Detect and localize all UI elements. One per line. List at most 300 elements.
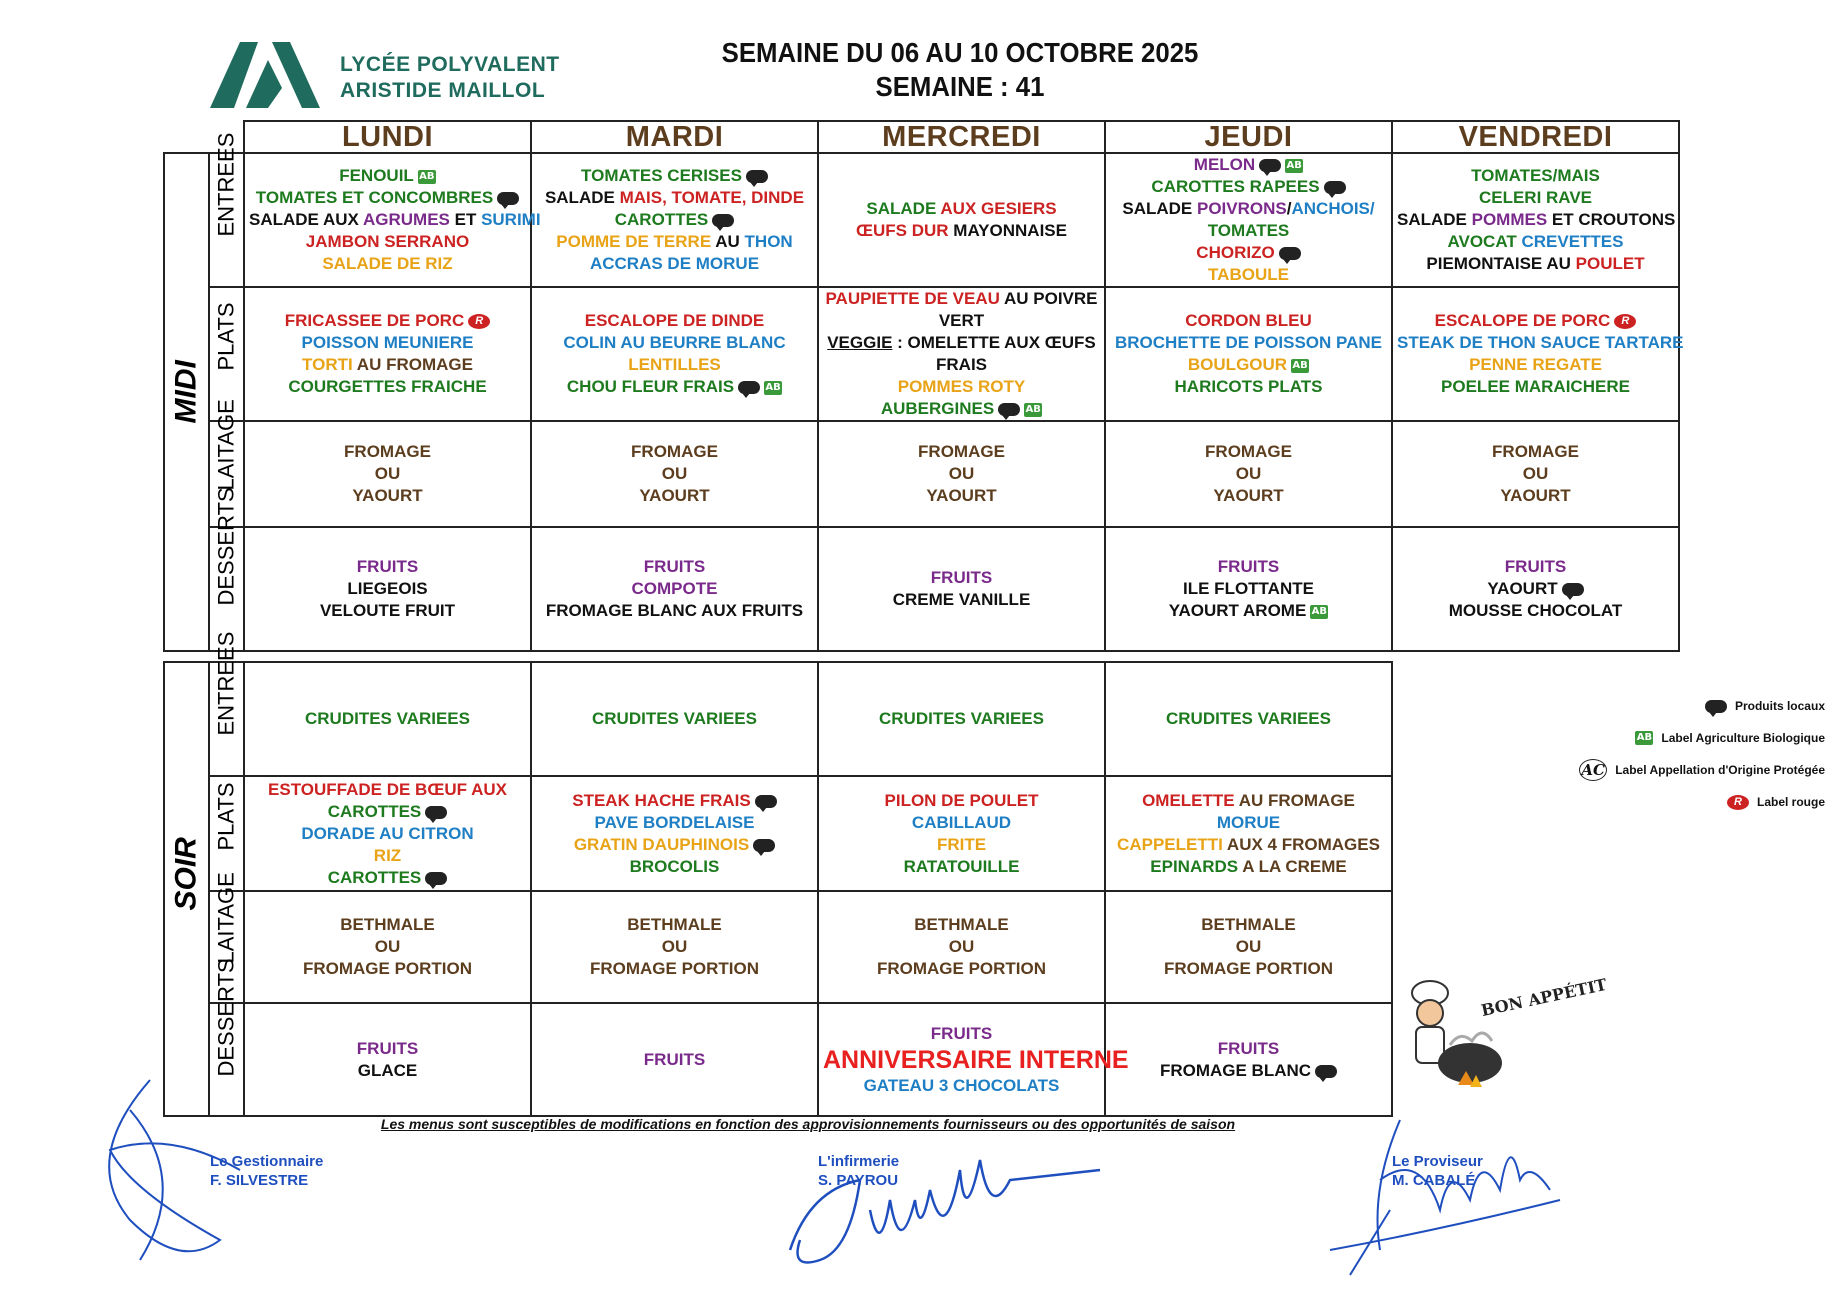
dish-text: SALADE <box>1397 210 1472 229</box>
dish-text: FRICASSEE DE PORC <box>284 311 465 330</box>
legend-label: Label rouge <box>1756 795 1825 809</box>
dish-text: ŒUFS DUR <box>856 221 949 240</box>
dish-line <box>536 812 813 834</box>
dish-line <box>1397 578 1674 600</box>
dish-text: PIEMONTAISE AU <box>1426 254 1576 273</box>
dish-text: FRUITS <box>643 557 706 576</box>
menu-cell <box>1105 527 1392 651</box>
dish-text: OU <box>948 464 975 483</box>
dish-line <box>1397 310 1674 332</box>
dish-text: MOUSSE CHOCOLAT <box>1448 601 1623 620</box>
dish-text: CRUDITES VARIEES <box>879 709 1044 728</box>
dish-text: LENTILLES <box>628 355 721 374</box>
dish-text: OU <box>948 937 975 956</box>
dish-text: VEGGIE <box>827 333 893 352</box>
dish-line <box>823 463 1100 485</box>
dish-line <box>823 958 1100 980</box>
dish-text: OU <box>374 937 401 956</box>
dish-line <box>536 165 813 187</box>
legend-item-aoc <box>1555 754 1825 786</box>
dish-text: VELOUTE FRUIT <box>319 601 456 620</box>
dish-text: FROMAGE PORTION <box>876 959 1047 978</box>
dish-text: ET CROUTONS <box>1547 210 1676 229</box>
dish-text: CREVETTES <box>1521 232 1624 251</box>
dish-line <box>249 253 526 275</box>
dish-line <box>536 209 813 231</box>
dish-line <box>823 589 1100 611</box>
dish-text: GATEAU 3 CHOCOLATS <box>863 1075 1060 1095</box>
dish-text: CHOU FLEUR FRAIS <box>566 377 735 396</box>
menu-cell <box>1105 776 1392 891</box>
dish-line <box>536 708 813 730</box>
dish-text: BROCHETTE DE POISSON PANE <box>1115 333 1382 352</box>
dish-text: TOMATES <box>1207 221 1290 240</box>
dish-text: CAPPELETTI <box>1117 834 1223 854</box>
dish-text: OU <box>1235 937 1262 956</box>
dish-text: CRUDITES VARIEES <box>305 709 470 728</box>
dish-line <box>1397 600 1674 622</box>
dish-line <box>1110 463 1387 485</box>
menu-cell <box>531 421 818 527</box>
dish-text: FENOUIL <box>339 166 414 185</box>
dish-line <box>249 165 526 187</box>
local-products-bubble-icon <box>1279 247 1301 260</box>
dish-line <box>823 1023 1100 1045</box>
dish-text: SALADE <box>866 199 941 218</box>
dish-line <box>249 1038 526 1060</box>
dish-line <box>1110 914 1387 936</box>
dish-text: ESTOUFFADE DE BŒUF AUX <box>268 779 507 799</box>
dish-text: FROMAGE <box>918 442 1005 461</box>
dish-text: CRUDITES VARIEES <box>592 709 757 728</box>
dish-text: BETHMALE <box>627 915 722 934</box>
dish-line <box>1110 600 1387 622</box>
dish-text: OMELETTE <box>1142 790 1235 810</box>
dish-line <box>823 310 1100 332</box>
dish-line <box>536 556 813 578</box>
dish-text: A LA CREME <box>1238 856 1347 876</box>
dish-text: PILON DE POULET <box>884 790 1039 810</box>
dish-line <box>249 914 526 936</box>
dish-text: CAROTTES <box>614 210 709 229</box>
menu-cell <box>1105 153 1392 287</box>
dish-line <box>1110 708 1387 730</box>
dish-text: BETHMALE <box>914 915 1009 934</box>
dish-text: FRAIS <box>936 355 987 374</box>
day-header-jeudi: JEUDI <box>1105 121 1392 153</box>
dish-text: GLACE <box>357 1060 418 1080</box>
dish-text: COURGETTES FRAICHE <box>288 377 487 396</box>
dish-line <box>823 1045 1129 1075</box>
dish-text: POIVRONS <box>1197 199 1287 218</box>
dish-line <box>823 936 1100 958</box>
school-name-line1: LYCÉE POLYVALENT <box>340 53 560 76</box>
dish-text: CHORIZO <box>1196 243 1275 262</box>
category-label-laitage: LAITAGE <box>209 421 244 527</box>
soir-row-desserts <box>164 1003 1392 1116</box>
dish-line <box>823 398 1100 420</box>
menu-cell <box>244 527 531 651</box>
dish-text: TORTI <box>302 355 353 374</box>
dish-line <box>249 708 526 730</box>
local-products-bubble-icon <box>497 192 519 205</box>
signature-infirmerie <box>780 1130 1110 1280</box>
dish-line <box>536 1049 813 1071</box>
dish-line <box>249 332 526 354</box>
dish-text: THON <box>744 232 793 251</box>
dish-text: AVOCAT <box>1447 232 1522 251</box>
dish-line <box>536 834 813 856</box>
dish-text: POULET <box>1575 254 1645 273</box>
organic-ab-icon: AB <box>419 170 435 182</box>
dish-text: CABILLAUD <box>911 812 1012 832</box>
dish-text: MELON <box>1193 155 1256 174</box>
dish-line <box>1397 332 1684 354</box>
dish-text: OU <box>1235 464 1262 483</box>
dish-text: FRITE <box>936 834 987 854</box>
dish-text: FROMAGE <box>1205 442 1292 461</box>
dish-text: OU <box>661 464 688 483</box>
dish-text: AU FROMAGE <box>1234 790 1355 810</box>
service-label-midi: MIDI <box>164 153 209 651</box>
dish-line <box>1397 231 1674 253</box>
dish-text: TOMATES ET CONCOMBRES <box>255 188 494 207</box>
menu-cell <box>1105 287 1392 421</box>
signatory-role: Le Gestionnaire <box>210 1153 324 1170</box>
signatory-name: S. PAYROU <box>818 1172 899 1189</box>
dish-text: TABOULE <box>1208 265 1289 284</box>
organic-ab-icon: AB <box>765 381 781 393</box>
dish-text: CAROTTES <box>327 801 422 821</box>
dish-text: / <box>1286 199 1292 218</box>
menu-cell <box>1105 421 1392 527</box>
dish-text: SALADE <box>544 188 620 207</box>
dish-text: STEAK DE THON SAUCE TARTARE <box>1397 333 1684 352</box>
dish-line <box>823 354 1100 376</box>
local-products-bubble-icon <box>998 403 1020 416</box>
dish-text: YAOURT <box>1213 486 1284 505</box>
dish-text: FROMAGE PORTION <box>589 959 760 978</box>
dish-line <box>1110 1038 1387 1060</box>
local-products-bubble-icon <box>1315 1065 1337 1078</box>
local-products-bubble-icon <box>1562 583 1584 596</box>
dish-line <box>536 376 813 398</box>
organic-ab-icon: AB <box>1286 159 1302 171</box>
local-products-bubble-icon <box>738 381 760 394</box>
dish-text: AUX 4 FROMAGES <box>1222 834 1380 854</box>
dish-text: CELERI RAVE <box>1478 188 1593 207</box>
dish-line <box>1397 556 1674 578</box>
dish-line <box>536 441 813 463</box>
menu-cell <box>1392 527 1679 651</box>
chef-illustration <box>1400 975 1520 1095</box>
dish-line <box>1397 463 1674 485</box>
dish-line <box>249 441 526 463</box>
dish-text: BOULGOUR <box>1187 355 1288 374</box>
menu-cell <box>531 287 818 421</box>
menu-cell <box>531 527 818 651</box>
dish-line <box>823 856 1100 878</box>
menu-cell <box>244 421 531 527</box>
legend-item-local <box>1555 690 1825 722</box>
dish-line <box>249 1060 526 1082</box>
dish-text: EPINARDS <box>1150 856 1239 876</box>
local-products-bubble-icon <box>712 214 734 227</box>
dish-line <box>823 834 1100 856</box>
dish-line <box>1110 242 1387 264</box>
dish-text: COLIN AU BEURRE BLANC <box>563 333 786 352</box>
dish-line <box>249 867 526 889</box>
legend <box>1555 690 1825 818</box>
dish-line <box>249 845 526 867</box>
dish-line <box>823 567 1100 589</box>
dish-text: LIEGEOIS <box>347 579 428 598</box>
menu-cell <box>1105 891 1392 1003</box>
signature-gestionnaire <box>90 1070 290 1270</box>
dish-text: FRUITS <box>1217 557 1280 576</box>
dish-line <box>536 332 813 354</box>
category-label-desserts: DESSERTS <box>209 1003 244 1116</box>
dish-line <box>1110 198 1387 220</box>
menu-cell <box>244 153 541 287</box>
local-products-bubble-icon <box>753 839 775 852</box>
soir-menu-table <box>163 631 1393 1117</box>
dish-text: FROMAGE PORTION <box>1163 959 1334 978</box>
dish-text: AUX GESIERS <box>940 199 1057 218</box>
dish-line <box>823 376 1100 398</box>
midi-row-entrees <box>164 153 1679 287</box>
dish-line <box>1110 812 1387 834</box>
dish-text: POMMES <box>1471 210 1548 229</box>
dish-line <box>536 600 813 622</box>
dish-line <box>1110 310 1387 332</box>
dish-text: FRUITS <box>1217 1038 1280 1058</box>
dish-text: HARICOTS PLATS <box>1174 377 1323 396</box>
soir-row-laitage <box>164 891 1392 1003</box>
dish-line <box>249 600 526 622</box>
dish-line <box>249 556 526 578</box>
dish-text: MAIS, TOMATE, DINDE <box>619 188 805 207</box>
dish-text: YAOURT <box>1500 486 1571 505</box>
menu-header <box>629 36 1291 104</box>
menu-cell <box>818 891 1105 1003</box>
service-label-soir: SOIR <box>164 662 209 1116</box>
dish-text: SALADE <box>1122 199 1197 218</box>
midi-menu-table <box>163 120 1684 652</box>
dish-line <box>536 253 813 275</box>
day-header-mardi: MARDI <box>531 121 818 153</box>
dish-line <box>1397 253 1674 275</box>
dish-line <box>823 790 1100 812</box>
dish-line <box>249 958 526 980</box>
dish-text: OU <box>661 937 688 956</box>
dish-text: CRUDITES VARIEES <box>1166 709 1331 728</box>
dish-line <box>249 463 526 485</box>
dish-text: OU <box>374 464 401 483</box>
dish-text: FROMAGE <box>344 442 431 461</box>
dish-text: POISSON MEUNIERE <box>301 333 474 352</box>
dish-line <box>249 801 526 823</box>
dish-line <box>249 578 526 600</box>
dish-line <box>823 914 1100 936</box>
disclaimer-note: Les menus sont susceptibles de modifications en fonction des approvisionnements fournisseurs ou des opportunités de saison <box>380 1116 1236 1132</box>
dish-line <box>249 231 526 253</box>
dish-text: TOMATES CERISES <box>581 166 742 185</box>
dish-text: POMME DE TERRE <box>556 232 712 251</box>
bon-appetit-text: BON APPÉTIT <box>1479 974 1609 1021</box>
menu-cell <box>531 891 818 1003</box>
dish-line <box>823 485 1100 507</box>
dish-line <box>823 708 1100 730</box>
dish-line <box>1110 834 1387 856</box>
dish-line <box>536 936 813 958</box>
dish-text: : OMELETTE AUX ŒUFS <box>892 333 1096 352</box>
dish-text: CAROTTES RAPEES <box>1151 177 1320 196</box>
dish-text: CAROTTES <box>327 867 422 887</box>
dish-text: YAOURT <box>639 486 710 505</box>
menu-cell <box>1392 421 1679 527</box>
organic-ab-icon: AB <box>1311 605 1327 617</box>
menu-cell <box>818 153 1105 287</box>
dish-text: RIZ <box>373 845 402 865</box>
dish-text: FROMAGE BLANC <box>1159 1060 1312 1080</box>
dish-text: GRATIN DAUPHINOIS <box>573 834 750 854</box>
dish-line <box>536 914 813 936</box>
dish-line <box>1110 376 1387 398</box>
school-name <box>340 52 560 104</box>
dish-text: AU <box>711 232 745 251</box>
dish-line <box>1397 376 1674 398</box>
dish-line <box>536 958 813 980</box>
dish-text: PAVE BORDELAISE <box>594 812 755 832</box>
dish-text: YAOURT <box>1487 579 1558 598</box>
dish-text: SALADE DE RIZ <box>322 254 453 273</box>
dish-text: FRUITS <box>356 1038 419 1058</box>
dish-line <box>249 209 541 231</box>
week-number: SEMAINE : 41 <box>875 71 1045 102</box>
dish-line <box>1110 154 1387 176</box>
dish-text: JAMBON SERRANO <box>305 232 470 251</box>
label-rouge-icon: R <box>468 314 490 329</box>
dish-text: ESCALOPE DE DINDE <box>584 311 765 330</box>
dish-line <box>249 485 526 507</box>
menu-cell <box>244 662 531 776</box>
dish-text: BETHMALE <box>1201 915 1296 934</box>
dish-text: FROMAGE <box>631 442 718 461</box>
category-label-plats: PLATS <box>209 287 244 421</box>
dish-text: POELEE MARAICHERE <box>1441 377 1630 396</box>
menu-cell <box>531 662 818 776</box>
dish-text: ANCHOIS/ <box>1291 199 1375 218</box>
dish-line <box>1110 578 1387 600</box>
menu-cell <box>531 776 818 891</box>
menu-cell <box>1392 153 1679 287</box>
organic-ab-icon: AB <box>1025 403 1041 415</box>
dish-text: MAYONNAISE <box>948 221 1067 240</box>
dish-text: OU <box>1522 464 1549 483</box>
dish-text: ESCALOPE DE PORC <box>1434 311 1611 330</box>
dish-text: CREME VANILLE <box>892 590 1031 609</box>
dish-line <box>536 310 813 332</box>
dish-text: FRUITS <box>1504 557 1567 576</box>
signatory-role: Le Proviseur <box>1392 1153 1483 1170</box>
dish-line <box>823 812 1100 834</box>
legend-item-organic <box>1555 722 1825 754</box>
dish-text: ILE FLOTTANTE <box>1183 579 1314 598</box>
dish-line <box>1110 790 1387 812</box>
dish-text: AU FROMAGE <box>352 355 473 374</box>
menu-cell <box>244 776 531 891</box>
dish-line <box>1397 441 1674 463</box>
menu-cell <box>1105 662 1392 776</box>
menu-cell <box>1392 287 1684 421</box>
dish-line <box>1110 354 1387 376</box>
dish-text: ACCRAS DE MORUE <box>589 254 760 273</box>
soir-row-entrees <box>164 662 1392 776</box>
dish-text: STEAK HACHE FRAIS <box>572 790 751 810</box>
dish-line <box>536 463 813 485</box>
local-products-bubble-icon <box>1324 181 1346 194</box>
dish-line <box>1110 441 1387 463</box>
dish-text: SALADE AUX <box>249 210 363 229</box>
label-rouge-icon: R <box>1727 795 1749 810</box>
legend-label: Label Appellation d'Origine Protégée <box>1615 763 1825 777</box>
legend-item-label-rouge <box>1555 786 1825 818</box>
dish-line <box>823 288 1100 310</box>
signatory-name: F. SILVESTRE <box>210 1172 309 1189</box>
dish-text: FROMAGE BLANC AUX FRUITS <box>545 601 804 620</box>
dish-text: TOMATES/MAIS <box>1471 166 1600 185</box>
menu-cell <box>818 1003 1129 1116</box>
dish-text: YAOURT AROME <box>1168 601 1307 620</box>
dish-text: AU POIVRE <box>999 289 1098 308</box>
day-header-lundi: LUNDI <box>244 121 531 153</box>
dish-line <box>1110 1060 1387 1082</box>
dish-line <box>536 231 813 253</box>
day-header-mercredi: MERCREDI <box>818 121 1105 153</box>
dish-line <box>536 187 813 209</box>
dish-line <box>1110 556 1387 578</box>
dish-text: BROCOLIS <box>629 856 720 876</box>
dish-line <box>1397 209 1674 231</box>
dish-text: FRUITS <box>930 1023 993 1043</box>
menu-cell <box>244 287 531 421</box>
dish-text: FROMAGE <box>1492 442 1579 461</box>
dish-line <box>823 441 1100 463</box>
dish-text: AGRUMES <box>362 210 450 229</box>
label-rouge-icon: R <box>1614 314 1636 329</box>
local-products-bubble-icon <box>425 872 447 885</box>
dish-line <box>1397 165 1674 187</box>
local-products-bubble-icon <box>425 806 447 819</box>
dish-text: FRUITS <box>643 1049 706 1069</box>
organic-ab-icon: AB <box>1292 359 1308 371</box>
menu-cell <box>244 891 531 1003</box>
menu-cell <box>818 776 1105 891</box>
dish-line <box>823 1075 1100 1097</box>
day-header-vendredi: VENDREDI <box>1392 121 1679 153</box>
local-products-bubble-icon <box>1705 700 1727 713</box>
signature-proviseur <box>1320 1100 1580 1290</box>
dish-text: SURIMI <box>481 210 541 229</box>
dish-line <box>1110 485 1387 507</box>
local-products-bubble-icon <box>746 170 768 183</box>
dish-line <box>823 220 1100 242</box>
dish-text: YAOURT <box>352 486 423 505</box>
menu-cell <box>818 527 1105 651</box>
dish-text: FRUITS <box>356 557 419 576</box>
dish-text: VERT <box>938 311 985 330</box>
